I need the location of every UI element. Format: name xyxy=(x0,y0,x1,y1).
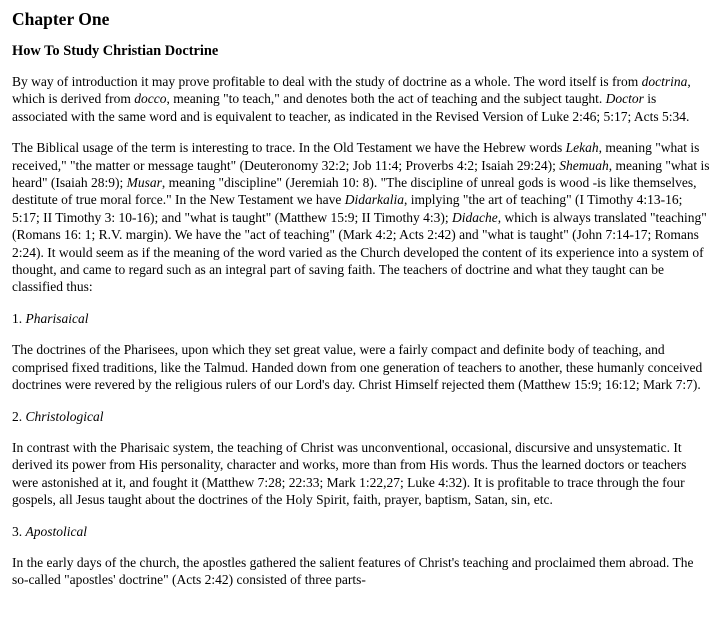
term-musar: Musar xyxy=(126,175,162,191)
text-run: is associated with the same word and is equivalent to teacher, as indicated in the Revised Version of Luke 2:46; 5:17; Acts 5:34. xyxy=(12,91,690,124)
apostolical-paragraph: In the early days of the church, the apostles gathered the salient features of Christ's teaching and proclaimed them abroad. The so-called "apostles' doctrine" (Acts 2:42) consisted of three parts- xyxy=(12,554,694,588)
text-run: , meaning "to teach," and denotes both the act of teaching and the subject taught. xyxy=(166,91,606,107)
usage-paragraph xyxy=(12,139,713,296)
text-run: , meaning "what is heard" (Isaiah 28:9); xyxy=(12,157,710,191)
section-heading-text: Apostolical xyxy=(25,523,87,539)
term-doctrina: doctrina xyxy=(641,74,688,89)
chapter-title: Chapter One xyxy=(12,9,110,29)
text-run: By way of introduction it may prove profitable to deal with the study of doctrine as a whole. The word itself is from xyxy=(12,74,642,89)
section-number: 2. xyxy=(12,408,26,424)
term-lekah: Lekah xyxy=(565,140,599,156)
text-run: , implying "the art of teaching" (I Timothy 4:13-16; 5:17; II Timothy 3: 10-16); and "what is taught" (Matthew 15:9; II Timothy 4:3); xyxy=(12,192,683,225)
text-run: The Biblical usage of the term is interesting to trace. In the Old Testament we have the Hebrew words xyxy=(12,140,566,156)
term-doctor: Doctor xyxy=(605,91,644,107)
pharisaical-paragraph: The doctrines of the Pharisees, upon which they set great value, were a fairly compact and definite body of teaching, and comprised fixed traditions, like the Talmud. Handed down from one generation of teachers to another, these humanly conceived doctrines were revered by the religious rulers of our Lord's day. Christ Himself rejected them (Matthew 15:9; 16:12; Mark 7:7). xyxy=(12,342,703,393)
section-heading-christological xyxy=(12,408,713,425)
section-title: How To Study Christian Doctrine xyxy=(12,43,219,59)
section-number: 3. xyxy=(12,523,26,539)
term-docco: docco xyxy=(134,91,167,107)
section-number: 1. xyxy=(12,310,26,326)
intro-paragraph xyxy=(12,73,713,125)
text-run: , meaning "discipline" (Jeremiah 10: 8). "The discipline of unreal gods is wood -is like themselves, destitute of true moral force." In the New Testament we have xyxy=(12,175,697,208)
section-heading-text: Pharisaical xyxy=(25,310,89,326)
christological-paragraph: In contrast with the Pharisaic system, the teaching of Christ was unconventional, occasional, discursive and unsystematic. It derived its power from His personality, character and works, more than from His words. Thus the learned doctors or teachers were astonished at it, and fought it (Matthew 7:28; 22:33; Mark 1:22,27; Luke 4:32). It is profitable to trace through the four gospels, all Jesus taught about the doctrines of the Holy Spirit, faith, prayer, baptism, Satan, sin, etc. xyxy=(12,439,687,508)
term-didarkalia: Didarkalia xyxy=(344,192,404,208)
term-didache: Didache xyxy=(452,209,498,225)
term-shemuah: Shemuah xyxy=(559,157,609,173)
text-run: , meaning "what is received," "the matter or message taught" (Deuteronomy 32:2; Job 11:4; Proverbs 4:2; Isaiah 29:24); xyxy=(12,140,700,173)
text-run: , which is derived from xyxy=(12,74,691,107)
section-heading-pharisaical xyxy=(12,310,713,327)
section-heading-text: Christological xyxy=(25,408,104,424)
section-heading-apostolical xyxy=(12,523,713,540)
text-run: , which is always translated "teaching" (Romans 16: 1; R.V. margin). We have the "act of teaching" (Mark 4:2; Acts 2:42) and "what is taught" (John 7:14-17; Romans 2:24). It would seem as if the meaning of the word varied as the Church developed the content of its experience into a system of thought, and came to regard such as an integral part of saving faith. The teachers of doctrine and what they taught can be classified thus: xyxy=(12,209,707,295)
